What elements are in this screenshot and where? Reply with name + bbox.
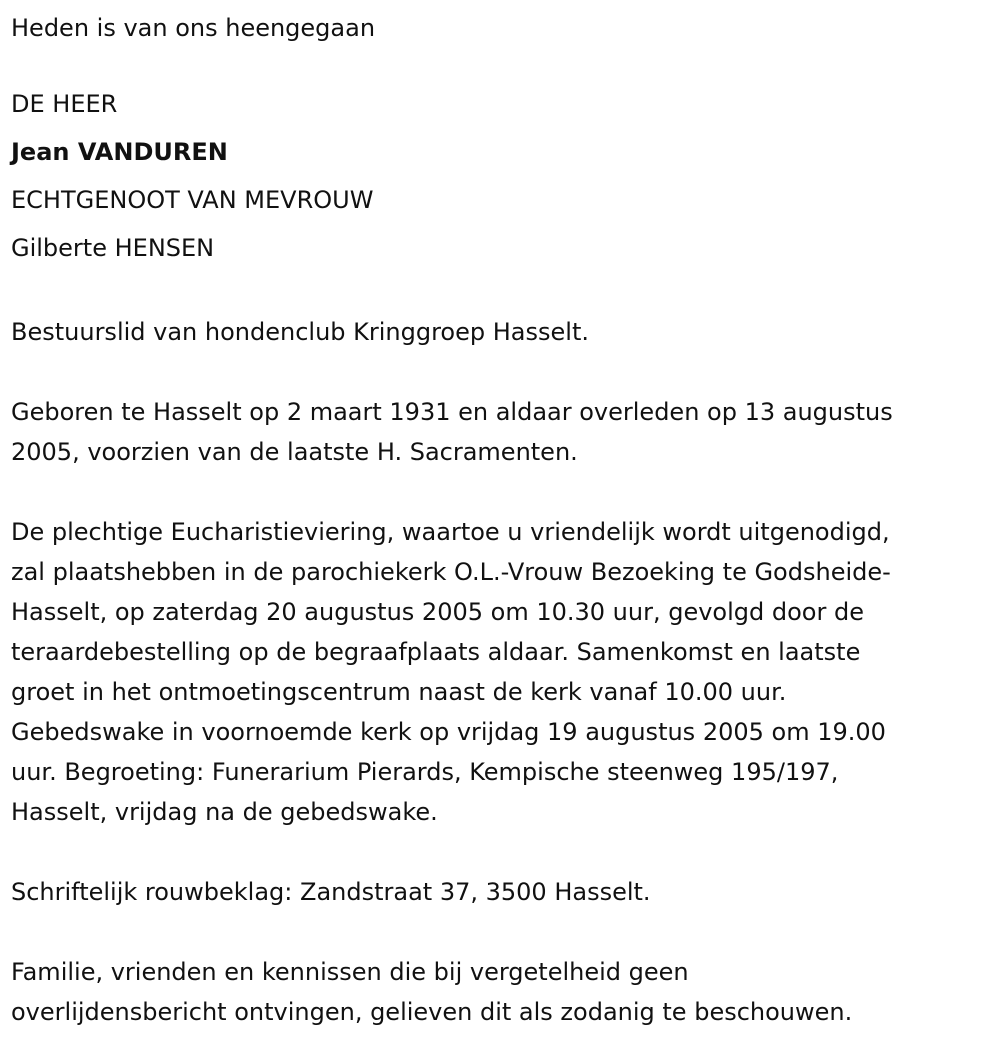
paragraph-line: teraardebestelling op de begraafplaats aldaar. Samenkomst en laatste — [11, 638, 861, 666]
closing-paragraph — [11, 952, 986, 1032]
intro-text: Heden is van ons heengegaan — [11, 14, 376, 42]
paragraph-line: De plechtige Eucharistieviering, waartoe u vriendelijk wordt uitgenodigd, — [11, 518, 890, 546]
paragraph-line: Geboren te Hasselt op 2 maart 1931 en aldaar overleden op 13 augustus — [11, 398, 893, 426]
paragraph-line: groet in het ontmoetingscentrum naast de kerk vanaf 10.00 uur. — [11, 678, 787, 706]
obituary-notice — [11, 8, 986, 1032]
spouse-name: Gilberte HENSEN — [11, 234, 215, 262]
birth-death-paragraph — [11, 392, 986, 472]
deceased-name: Jean VANDUREN — [11, 138, 228, 166]
paragraph-line: overlijdensbericht ontvingen, gelieven dit als zodanig te beschouwen. — [11, 998, 853, 1026]
role-text: Bestuurslid van hondenclub Kringgroep Hasselt. — [11, 318, 589, 346]
deceased-header — [11, 80, 986, 272]
paragraph-line: Gebedswake in voornoemde kerk op vrijdag 19 augustus 2005 om 19.00 — [11, 718, 886, 746]
paragraph-line: zal plaatshebben in de parochiekerk O.L.-Vrouw Bezoeking te Godsheide- — [11, 558, 891, 586]
title-text: DE HEER — [11, 90, 118, 118]
paragraph-line: Hasselt, op zaterdag 20 augustus 2005 om 10.30 uur, gevolgd door de — [11, 598, 864, 626]
relation-text: ECHTGENOOT VAN MEVROUW — [11, 186, 374, 214]
paragraph-line: Hasselt, vrijdag na de gebedswake. — [11, 798, 438, 826]
paragraph-line: uur. Begroeting: Funerarium Pierards, Kempische steenweg 195/197, — [11, 758, 839, 786]
paragraph-line: 2005, voorzien van de laatste H. Sacramenten. — [11, 438, 578, 466]
condolence-address: Schriftelijk rouwbeklag: Zandstraat 37, 3500 Hasselt. — [11, 878, 651, 906]
ceremony-paragraph — [11, 512, 986, 832]
paragraph-line: Familie, vrienden en kennissen die bij vergetelheid geen — [11, 958, 689, 986]
